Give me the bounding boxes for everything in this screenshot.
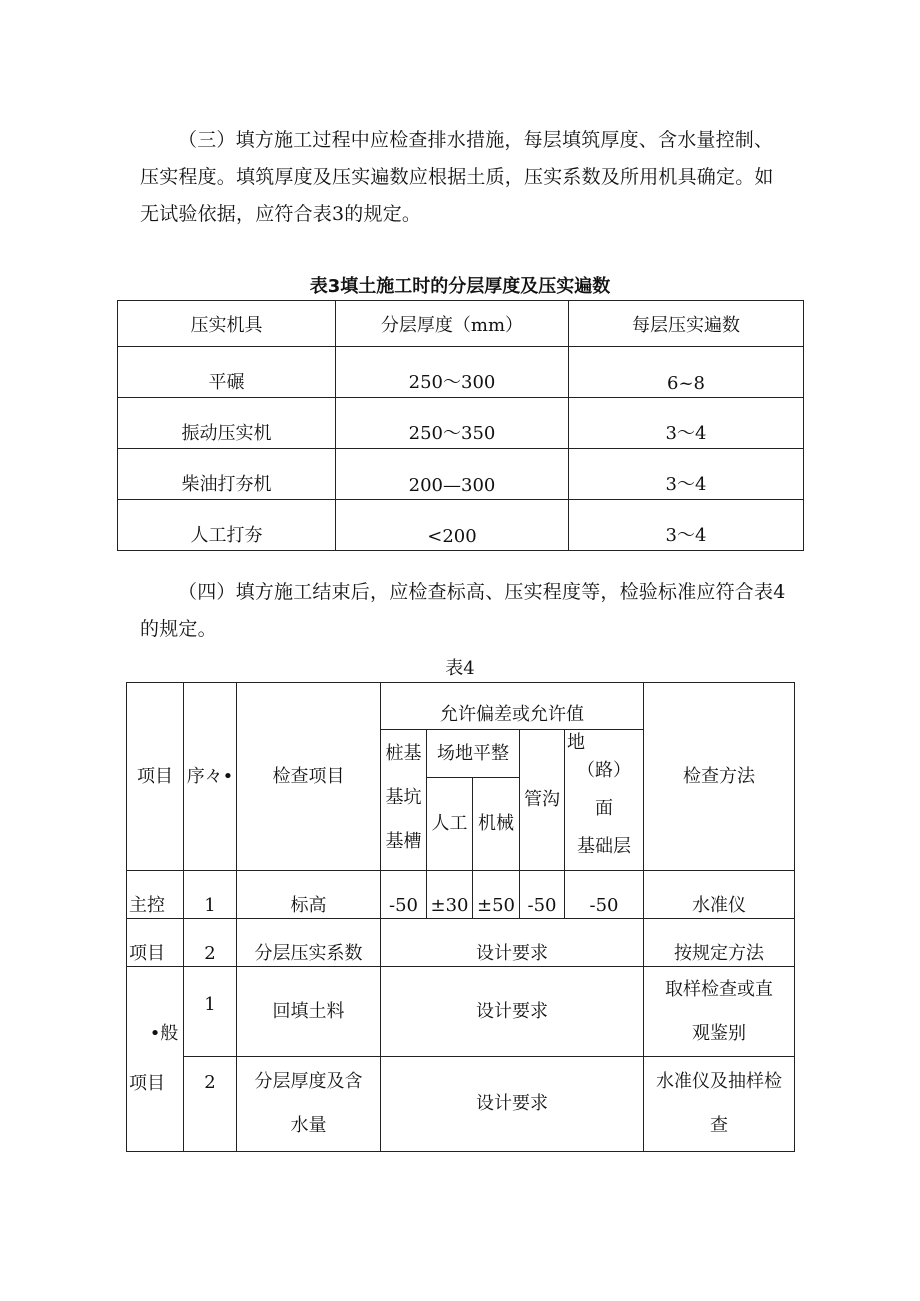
table-row [127, 919, 795, 967]
table4-header-site-leveling: 场地平整 [427, 730, 520, 778]
table3-compaction [117, 300, 804, 551]
table3-caption: 表3填土施工时的分层厚度及压实遍数 [309, 276, 611, 297]
table4-cell: -50 [520, 871, 565, 919]
pile-line-2: 基坑 [385, 787, 422, 808]
table3-cell: 250～350 [336, 398, 569, 449]
table3-cell: 3～4 [569, 500, 804, 551]
ground-line-1: 地 [567, 732, 585, 753]
table4-header-check-item: 检查项目 [237, 683, 381, 871]
table4-cell: -50 [565, 871, 644, 919]
table4-header-ground [565, 730, 644, 871]
table4-cell: 回填土料 [237, 967, 381, 1057]
general-line-1: •般 [149, 1023, 179, 1044]
table4-inspection-standard [126, 682, 795, 1152]
ground-line-2: （路） [577, 760, 631, 781]
table4-cell: 标高 [237, 871, 381, 919]
table4-header-pile-pit [381, 730, 427, 871]
table3-cell: 250～300 [336, 347, 569, 398]
table4-cell: ±30 [427, 871, 473, 919]
table4-cell: 分层压实系数 [237, 919, 381, 967]
table4-header-item: 项目 [127, 683, 184, 871]
table4-cell: 2 [184, 1057, 237, 1152]
table4-cell: -50 [381, 871, 427, 919]
table3-cell: 平碾 [118, 347, 336, 398]
paragraph-fill-inspection: （三）填方施工过程中应检查排水措施，每层填筑厚度、含水量控制、压实程度。填筑厚度及压实遍数应根据土质，压实系数及所用机具确定。如无试验依据，应符合表3的规定。 [140, 129, 774, 225]
paragraph-completion-inspection: （四）填方施工结束后，应检查标高、压实程度等，检验标准应符合表4的规定。 [140, 581, 786, 640]
item-line-2: 水量 [290, 1115, 327, 1136]
table-row [118, 449, 804, 500]
table4-cell: 设计要求 [381, 919, 644, 967]
table3-header-machine: 压实机具 [118, 301, 336, 347]
table3-header-row [118, 301, 804, 347]
table4-header-row [127, 683, 795, 730]
table4-header-machine: 机械 [473, 778, 520, 871]
table4-group-general [127, 967, 184, 1152]
table3-header-thickness: 分层厚度（mm） [336, 301, 569, 347]
table4-caption: 表4 [445, 658, 475, 679]
table4-cell: 1 [184, 871, 237, 919]
table4-cell: 按规定方法 [644, 919, 795, 967]
table-row [118, 500, 804, 551]
table3-cell: 3～4 [569, 398, 804, 449]
method-line-2: 观鉴别 [692, 1022, 746, 1044]
table4-cell: 1 [184, 967, 237, 1057]
table-row [118, 347, 804, 398]
table4-cell: 设计要求 [381, 1057, 644, 1152]
table4-header-trench: 管沟 [520, 730, 565, 871]
table-row [127, 967, 795, 1057]
table-row [127, 871, 795, 919]
table3-cell: 振动压实机 [118, 398, 336, 449]
table3-cell: 200—300 [336, 449, 569, 500]
method-line-1: 取样检查或直 [665, 978, 773, 1000]
table3-cell: 6~8 [569, 347, 804, 398]
ground-line-3: 面 [595, 798, 613, 819]
table4-cell: 水准仪 [644, 871, 795, 919]
table4-cell: 设计要求 [381, 967, 644, 1057]
table4-cell-item [237, 1057, 381, 1152]
general-line-2: 项目 [129, 1073, 165, 1094]
table4-cell-method [644, 1057, 795, 1152]
table-row [127, 1057, 795, 1152]
table4-header-tolerance: 允许偏差或允许值 [381, 683, 644, 730]
method-line-2: 查 [710, 1115, 728, 1136]
table4-group-main-1: 主控 [127, 871, 184, 919]
table-row [118, 398, 804, 449]
table4-group-main-2: 项目 [127, 919, 184, 967]
item-line-1: 分层厚度及含 [254, 1071, 363, 1092]
table4-header-seq: 序々• [184, 683, 237, 871]
pile-line-1: 桩基 [385, 743, 422, 764]
pile-line-3: 基槽 [385, 831, 422, 852]
table3-cell: 人工打夯 [118, 500, 336, 551]
table3-cell: 柴油打夯机 [118, 449, 336, 500]
table4-header-manual: 人工 [427, 778, 473, 871]
method-line-1: 水准仪及抽样检 [656, 1071, 782, 1092]
table4-header-method: 检查方法 [644, 683, 795, 871]
table3-header-passes: 每层压实遍数 [569, 301, 804, 347]
table4-cell: ±50 [473, 871, 520, 919]
table3-cell: 3～4 [569, 449, 804, 500]
table3-cell: <200 [336, 500, 569, 551]
table4-cell-method [644, 967, 795, 1057]
ground-line-4: 基础层 [577, 836, 631, 857]
table4-cell: 2 [184, 919, 237, 967]
